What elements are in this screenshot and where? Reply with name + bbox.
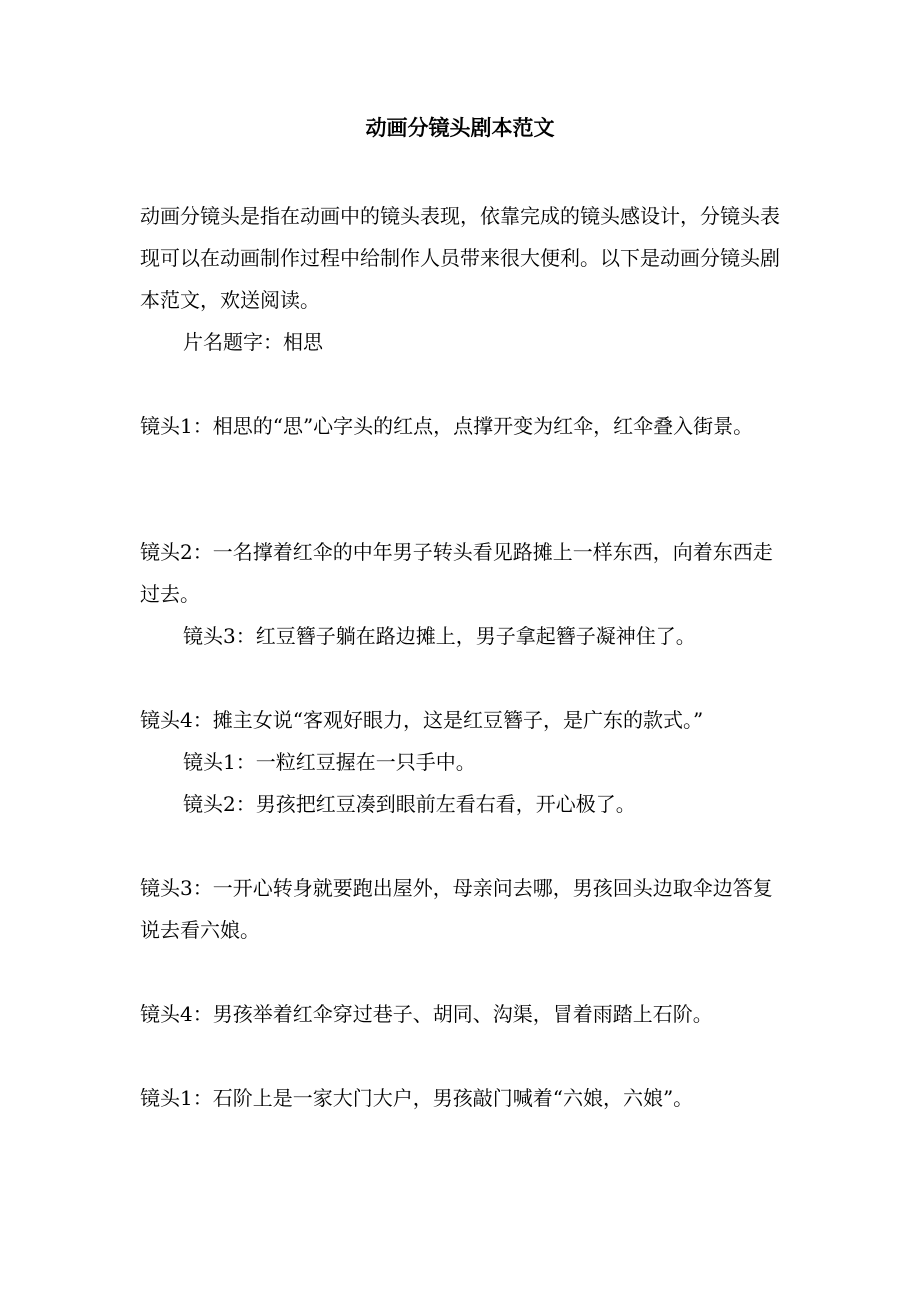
document-title: 动画分镜头剧本范文 xyxy=(365,115,555,140)
shot-paragraph: 镜头3：一开心转身就要跑出屋外，母亲问去哪，男孩回头边取伞边答复说去看六娘。 xyxy=(140,876,773,942)
shot-paragraph: 镜头1：石阶上是一家大门大户，男孩敲门喊着“六娘，六娘”。 xyxy=(140,1086,694,1110)
intro-paragraph: 动画分镜头是指在动画中的镜头表现，依靠完成的镜头感设计，分镜头表现可以在动画制作过程中给制作人员带来很大便利。以下是动画分镜头剧本范文，欢送阅读。 xyxy=(140,204,780,312)
shot-paragraph: 镜头1：相思的“思”心字头的红点，点撑开变为红伞，红伞叠入街景。 xyxy=(140,414,754,438)
shot-paragraph: 镜头1：一粒红豆握在一只手中。 xyxy=(183,750,476,774)
shot-paragraph: 镜头2：一名撑着红伞的中年男子转头看见路摊上一样东西，向着东西走过去。 xyxy=(140,540,773,606)
shot-paragraph: 镜头4：男孩举着红伞穿过巷子、胡同、沟渠，冒着雨踏上石阶。 xyxy=(140,1002,713,1026)
shot-paragraph: 镜头2：男孩把红豆凑到眼前左看右看，开心极了。 xyxy=(183,792,636,816)
shot-paragraph: 镜头3：红豆簪子躺在路边摊上，男子拿起簪子凝神住了。 xyxy=(183,624,696,648)
film-title-line: 片名题字：相思 xyxy=(183,330,323,354)
shot-paragraph: 镜头4：摊主女说“客观好眼力，这是红豆簪子，是广东的款式。” xyxy=(140,708,704,732)
